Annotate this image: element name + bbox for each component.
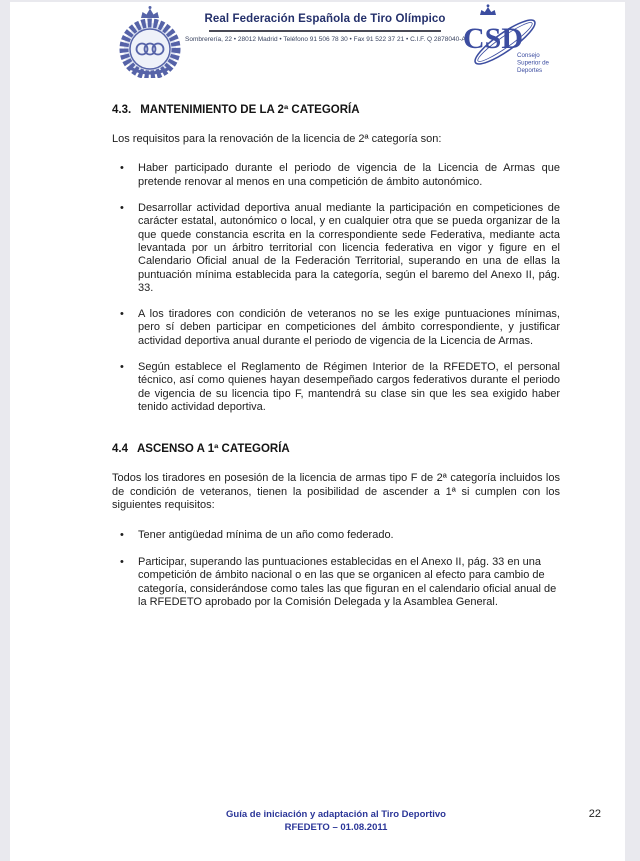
page-footer	[112, 808, 560, 834]
section-title: ASCENSO A 1ª CATEGORÍA	[137, 443, 290, 456]
bullet-item: • Desarrollar actividad deportiva anual mediante la participación en competiciones de carácter estatal, autonómico o local, y en cualquier otra que se pueda organizar de la que quede constancia escrita en la correspondiente sede Federativa, mediante acta levantada por un árbitro territorial con licencia federativa en vigor y figure en el Calendario Oficial anual de la Federación Territorial, superando en una de ellas la puntuación mínima establecida para la categoría, según el baremo del Anexo II, pág. 33.	[112, 202, 560, 296]
section-heading-4-3	[112, 104, 560, 116]
page-number: 22	[588, 808, 601, 820]
section-4-4	[112, 443, 560, 609]
org-title: Real Federación Española de Tiro Olímpico	[204, 13, 446, 25]
page-header	[10, 2, 625, 84]
bullet-item: • Haber participado durante el periodo de vigencia de la Licencia de Armas que pretende renovar al menos en una competición de ámbito autonómico.	[112, 162, 560, 189]
section-heading-4-4	[112, 443, 560, 455]
document-page	[10, 2, 625, 861]
footer-line1: Guía de iniciación y adaptación al Tiro Deportivo	[226, 809, 446, 820]
bullet-item: • Según establece el Reglamento de Régimen Interior de la RFEDETO, el personal técnico, así como quienes hayan desempeñado cargos federativos durante el periodo de vigencia de su licencia tipo F, mantendrá su clase sin que les sea exigido haber tenido actividad deportiva.	[112, 361, 560, 415]
footer-line2: RFEDETO – 01.08.2011	[284, 822, 388, 833]
bullet-item: • Participar, superando las puntuaciones establecidas en el Anexo II, pág. 33 en una competición de ámbito nacional o en las que se organicen al efecto para cambio de categoría, considerándose como tales las que figuran en el calendario oficial anual de la RFEDETO aprobado por la Comisión Delegada y la Asamblea General.	[112, 556, 560, 610]
section-number: 4.4	[112, 443, 128, 456]
document-content	[10, 84, 625, 610]
bullet-item: • Tener antigüedad mínima de un año como federado.	[112, 529, 560, 542]
header-title-block	[185, 13, 465, 43]
bullet-list	[112, 529, 560, 610]
header-rule	[209, 30, 441, 32]
header-address-line: Sombrerería, 22 • 28012 Madrid • Teléfono 91 506 78 30 • Fax 91 522 37 21 • C.I.F. Q 2878040-A	[185, 36, 466, 43]
csd-caption-line1: Consejo	[517, 52, 540, 59]
csd-caption-line2: Superior de	[517, 59, 549, 67]
bullet-item: • A los tiradores con condición de veteranos no se les exige puntuaciones mínimas, pero sí deben participar en competiciones del ámbito correspondiente, y justificar actividad deportiva anual durante el periodo de vigencia de la Licencia de Armas.	[112, 308, 560, 348]
section-number: 4.3.	[112, 104, 132, 116]
section-intro: Los requisitos para la renovación de la licencia de 2ª categoría son:	[112, 133, 442, 145]
section-4-3	[112, 104, 560, 414]
bullet-list	[112, 162, 560, 414]
csd-logo	[453, 4, 553, 80]
csd-acronym: CSD	[463, 22, 524, 55]
rfedeto-crest-logo	[110, 6, 190, 78]
section-title: MANTENIMIENTO DE LA 2ª CATEGORÍA	[140, 104, 360, 116]
section-intro: Todos los tiradores en posesión de la licencia de armas tipo F de 2ª categoría incluidos los de condición de veteranos, tienen la posibilidad de ascender a 1ª si cumplen con los siguientes requisitos:	[112, 472, 560, 512]
csd-caption-line3: Deportes	[517, 67, 543, 74]
